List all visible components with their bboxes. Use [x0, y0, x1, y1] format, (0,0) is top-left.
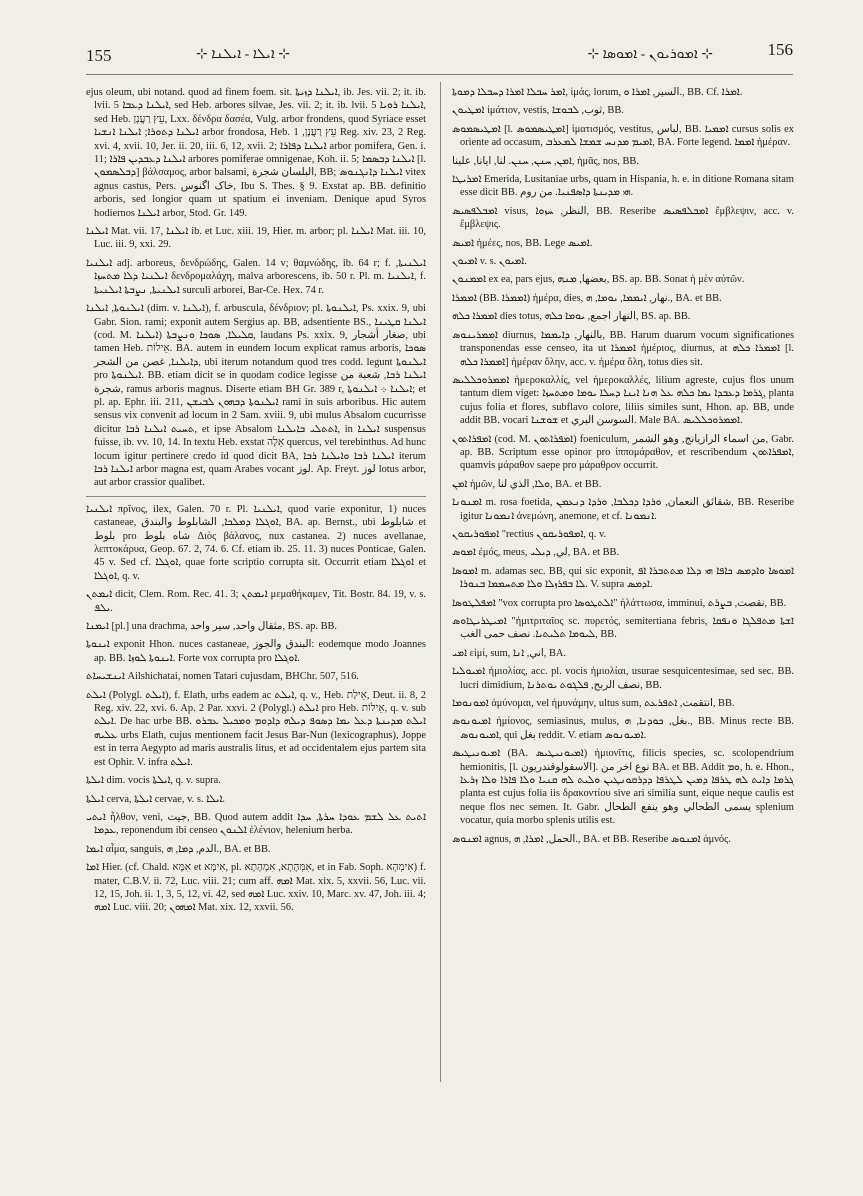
dictionary-entry: ܐܡܝܘܠܝܐ ἡμιολίας, acc. pl. vocis ἡμιολίαι, usurae sesquicentesimae, sed sec. BB. lucri dimidium, نصف الربح, ܦܠܓܘܬ ܝܘܬܪܢܐ, BB. [452, 666, 794, 691]
dictionary-entry: ܐܝܠܢܐ Mat. vii. 17, ܐܝܠܢܐ ib. et Luc. xiii. 19, Hier. m. arbor; pl. ܐܝܠܢܐ Mat. iii. 10, Luc. iii. 9, xxi. 29. [86, 226, 426, 251]
dictionary-entry: ܐܡܝܘܢܝܛܝܣ (BA. ܐܡܝܘܢܝܛܝܣ) ἡμιονῖτις, filicis species, sc. scolopendrium hemionitis, [l. الاسقولوقندريون]. نوع اخر من BA. et BB. Addit ܘܡ, h. e. Hhon., ܓܪܡܐ ܕܐܝܬ ܠܗ ܛܪܦܐ ܕܡܝܢ ܠܛܪܦܐ ܕܕܪܩܘܢܛܝܢ ܘܠܝܬ ܠܗ ܩܢܝܐ ܘܠܐ ܦܐܪܐ ܘܠܐ ܙܪܥܐ planta est cujus folia iis δρακοντίου sive ari similia sunt, eique neque caulis est neque flos nec semen. It. Gabr. يسمى الطحالي وهو ينفع الطحال splenium vocatur, quia morbo splenis utilis est. [452, 748, 794, 827]
dictionary-entry: ܐܡܪ ܚܒܠܐ ܐܡܪܐ ܕܚܒܠܐ ܕܡܘܬܐ, ἱμάς, lorum, السير, ܐܡܪܐ ܘ., BB. Cf. ܐܡܪܐ. [452, 87, 743, 98]
dictionary-entry: ܐܡܝܘܢ v. s. ܐܡܝܘܢ. [452, 256, 527, 268]
dictionary-entry: ܐܝܢܘܬܐ exponit Hhon. nuces castaneae, البندق والجوز: eodemque modo Joannes ap. BB. ܐܝܢܘܬܐ ܠܘܙܐ. Forte vox corrupta pro ܐܘܓܠܐ. [86, 639, 426, 664]
dictionary-entry: ܐܡܘܣܐ m. adamas sec. BB, qui sic exponit, ܐܡܘܣܐ ܘܐܕܡܣ ܟܐܦܐ ܗܝ ܕܠܐ ܡܬܬܒܪܐ ܐܦ ܠܐ ܒܦܪܙܠܐ ܘܠܐ ܡܬܚܡܡܐ ܒܢܘܪܐ. V. supra ܐܕܡܣ. [452, 565, 794, 591]
dictionary-entry: ܐܡܡܪܐ ܟܠܗ dies totus, النهار اجمع, ܝܘܡܐ ܟܠܗ, BS. ap. BB. [452, 311, 691, 323]
dictionary-entry: ܐܝܡܐ αἷμα, sanguis, الدم, ܕܡܐ, ܗ., BA. et BB. [86, 843, 271, 855]
dictionary-entry: ܐܡܛܝܣܡܘܣ [l. ܐܡܛܝܣܡܘܣ] ἱματισμός, vestitus, لباس, BB. ܐܡܡܝܐ cursus solis ex oriente ad occasum, ܐܡܝܡ ܡܕܢܚ ܫܡܫܐ ܠܡܥܪܒ, BA. Forte legend. ܐܡܡܐ ἡμέραν. [452, 123, 794, 149]
dictionary-entry: ܐܡܢܘܢܐ m. rosa foetida, شقائق النعمان, ܘܪܕܐ ܕܟܠܒܐ, ܘܪܕܐ ܕܢܥܡܢ, BB. Reseribe igitur ܐܢܡܘܢܐ ἀνεμώνη, anemone, et cf. ܐܢܡܘܢܐ. [452, 497, 794, 522]
dictionary-entry: ܐܝܠܬ (Polygl. ܐܝܠܬ), f. Elath, urbs eadem ac ܐܝܠܬ, q. v., Heb. אֵילַת, Deut. ii. 8, 2 Reg. xiv. 22, xvi. 6. Ap. 2 Par. xxvi. 2 (Polygl.) ܐܝܠܬ pro Heb. אֵילוֹת, q. v. sub ܐܝܠܬ. De hac urbe BB. ܐܝܠܬ ܡܕܝܢܬܐ ܕܥܠ ܝܡܐ ܕܣܘܦ ܕܝܠܗ ܕܐܕܘܡ ܘܡܟܝܠ ܥܒܪܘ ܥܠܝܗ urbs Elath, cujus mentionem facit Jesus Bar-Nun (lexicographus), Joppe est in terra Aegypto ad maris australis litus, et ad occidentalem ejus partem sita est Ophir. V. infra ܐܝܠܬ. [86, 689, 426, 768]
left-column [86, 86, 426, 1086]
section-rule [86, 496, 426, 497]
dictionary-entry: ܐܡܢ ἡμῶν, ܘܠܐ, الذي لنا, BA. et BB. [452, 478, 602, 490]
dictionary-entry: ܐܡܢ, ܚܢܢ, ܚܢܢ. لنا, ايانا, علينا, ἡμᾶς, nos, BB. [452, 155, 639, 167]
right-running-head: ⊹ ܐܡܘܪܝܘܢ - ܐܡܘܣܐ ⊹ [587, 47, 713, 62]
dictionary-entry: ܐܝܡܢܐ [pl.] una drachma, مثقال واحد, سير واحد, BS. ap. BB. [86, 621, 338, 633]
dictionary-entry: ܐܡܝܣ ἡμέες, nos, BB. Lege ܐܡܝܣ. [452, 237, 593, 249]
dictionary-entry: ܐܝܬܝ ἦλθον, veni, جيت, BB. Quod autem addit ܐܬܝܬ ܥܠ ܠܫܡ ܥܘܕܐ ܚܪܬܐ, ܚܕܐ ܥܕܡܐ, reponendum ibi censeo ܐܠܢܘܢ ἑλένιον, helenium herba. [86, 811, 426, 837]
dictionary-entry: ܐܡܢܘܣ agnus, الحمل, ܐܡܪܐ, ܗ., BA. et BB. Reseribe ܐܡܢܘܣ ἀμνός. [452, 833, 731, 845]
dictionary-entry: ܐܝܡܬܢ dicit, Clem. Rom. Rec. 41. 3; ܐܝܡܬܢ μεμαθήκαμεν, Tit. Bostr. 84. 19, v. s. ܝܠܦ. [86, 589, 426, 614]
dictionary-entry: ܐܡܝܘܢܘܣ ἡμίονος, semiasinus, mulus, بغل, ܟܘܕܢܐ, ܗ., BB. Minus recte BB. ܐܡܝܘܢܘܣ, qui بغل reddit. V. etiam ܐܡܝܘܢܘܣ. [452, 716, 794, 741]
dictionary-entry: ܐܡܘܣ ἐμός, meus, لي, ܕܝܠܝ, BA. et BB. [452, 547, 620, 559]
right-page-number: 156 [767, 40, 793, 59]
column-divider [440, 82, 441, 1082]
dictionary-entry: ܐܝܠܢܝܐ adj. arboreus, δενδρώδης, Galen. 14 v; θαμνώδης, ib. 64 r; f. ܐܝܠܢܝܬܐ, ܐܝܠܢܝܐ ܕܠܐ ܡܬܚܙܐ δενδρομαλάχη, malva arborescens, ib. 50 r. Pl. m. ܐܝܠܢܝܐ, f. ܐܝܠܢܝܬܐ, ܢܨܒܬܐ ܐܝܠܢܝܬܐ surculi arborei, Bar-Ce. Hex. 74 r. [86, 257, 426, 296]
dictionary-entry: ܐܡܒܠܦܣܝܣ visus, النظر, ܚܙܘܐ, BB. Reseribe ܐܡܒܠܦܣܝܣ ἔμβλεψιν, acc. v. ἔμβλεψις. [452, 205, 794, 231]
dictionary-entry: ܐܝܠܬܐ cerva, ܐܝܠܬܐ cervae, v. s. ܐܝܠܐ. [86, 793, 225, 805]
dictionary-entry: ܐܝܢܫܝܚܐܬ Ailshichatai, nomen Tatari cujusdam, BHChr. 507, 516. [86, 671, 359, 683]
dictionary-entry: ܐܡܛܝܘܢ ἱμάτιον, vestis, ثوب, ܠܒܘܫܐ, BB. [452, 105, 624, 117]
dictionary-entry: ܐܝܠܢܝܐ πρῖνος, ilex, Galen. 70 r. Pl. ܐܝܠܢܝܐ, quod varie exponitur, 1) nuces castaneae, ܐܘܓܠܐ ܕܡܠܟܐ, الشابلوط والبندق, BA. ap. Bernst., ubi شابلوط et بلوط pro شاه بلوط Διὸς βάλανος, nux castanea. 2) nuces avellanae, λεπτοκάρυα, Geop. 67. 2, 74. 6. Cf. etiam ib. 25. 11. 3) nuces Ponticae, Galen. 45 v. Sed cf. ܐܘܓܠܐ, quae forte scriptio corrupta sit. Occurrit etiam ܐܘܓܠܐ et ܐܘܓܠܐ, q. v. [86, 503, 426, 582]
dictionary-entry: ܐܡܘܢܘܡܐ ἀμύνομαι, vel ἠμυνάμην, ultus sum, انتقمت, ܐܬܦܪܥܬ, BB. [452, 698, 735, 710]
page-header [86, 40, 793, 72]
dictionary-entry: ܐܡܦܘܪܝܩܘܢ "rectius ܐܡܦܘܪܝܩܘܢ, q. v. [452, 528, 607, 540]
dictionary-entry: ܐܡܪܝܛܐ Emerida, Lusitaniae urbs, quam in Hispania, h. e. in ditione Romana sitam esse dicit BB. ܗܝ ܡܕܝܢܬܐ ܕܐܣܦܢܝܐ. من روم. [452, 174, 794, 199]
dictionary-entry: ܐܡܡܪܐ (BB. ܐܡܡܪܐ) ἡμέρα, dies, نهار, ܐܝܡܡܐ, ܝܘܡܐ, ܗ., BA. et BB. [452, 292, 722, 304]
right-column [452, 86, 794, 1086]
dictionary-entry: ܐܝܠܢܘܬܐ, ܐܝܠܢܐ (dim. v. ܐܝܠܢܐ), f. arbuscula, δένδριον; pl. ܐܝܠܢܘܬܐ, Ps. xxix. 9, ubi Gabr. Sion. rami; exponit autem Sergius ap. BB, adsentiente BS., ܐܝܠܢܐ ܩܛܝܢܐ (cod. M. ܐܝܠܢܐ) ܩܠܝܠܐ, ܣܘܟܐ ܘܢܨܒܬܐ, laudans Ps. xxix. 9, صغار أشجار, ubi tamen Heb. אֵילוֹת. BA. autem in eundem locum explicat ramus arboris, ܣܘܟܐ ܕܐܝܠܢܐ, غصن من الشجر, ubi iterum notandum quod tres codd. legunt ܐܝܠܢܘܬܐ pro ܐܝܠܢܘܬܐ. BB. etiam dicit se in quodam codice legisse ܐܝܠܢܐ ܪܒܐ, شعبة من شجرة, ramus arboris magnus. Diserte etiam BH Gr. 389 r, ܐܝܠܢܐ ܀ ܐܝܠܢܘܬܐ; et pl. ap. Ephr. iii. 211, ܐܝܠܢܘܬܐ ܕܒܗܘܢ ܠܒܝܫܢ rami in suis arboribus. Hic autem sensus vix convenit ad locum in 2 Sam. xviii. 9, ubi mulus Absalom cucurrisse dicitur ܬܚܝܬ ܐܝܠܢܐ ܪܒܐ, et ipse Absalom ܐܬܬܠܝ ܒܐܝܠܢܐ, in ܐܝܠܢܐ suspensus fuisse, ib. vv. 10, 14. In textu Heb. exstat אֵלָה quercus, vel terebinthus. Ad hunc locum igitur pertinere credo id quod dicit BA, ܐܝܠܢܐ ܪܒܐ ܘܐܝܠܢܐ ܪܒܐ iterum ܐܝܠܢܐ ܪܒܐ arbor magna est, quam Arabes vocant لوز. Ap. Freyt. لوز lotus arbor, aut arbor crassior qualibet. [86, 303, 426, 489]
dictionary-entry: ܐܡܝ εἰμί, sum, اني, ܐܢܐ, BA. [452, 647, 567, 659]
dictionary-entry: ܐܡܡܢܘܢ ex ea, pars ejus, بعضها, ܡܢܗ, BS. ap. BB. Sonat ἡ μὲν αὐτῶν. [452, 274, 745, 286]
header-rule [86, 74, 793, 75]
dictionary-entry: ܐܝܠܬܐ dim. vocis ܐܝܠܬܐ, q. v. supra. [86, 775, 221, 787]
dictionary-entry: ܐܡܦܪܐܬܘܢ (cod. M. ܐܡܦܪܐܬܘܢ) foeniculum, من اسماء الرازيانج, وهو الشمر, Gabr. ap. BB. Scriptum esse opinor pro ἱππομάραθον, et rescribendum ܐܡܦܪܐܬܘܢ, quamvis μάραθον saepe pro μάραθρον occurrit. [452, 433, 794, 472]
left-running-head: ⊹ ܐܝܠܐ - ܐܝܠܢܐ ⊹ [196, 47, 291, 62]
dictionary-entry: ejus oleum, ubi notand. quod ad finem foem. sit. ܐܝܠܢܐ ܕܙܝܬܐ, ib. Jes. vii. 2; it. ib. lvii. 5 ܐܝܠܢܐ ܕܥܒܐ, sed Heb. arbores silvae, Jes. vii. 2; it. ib. lvii. 5 ܐܝܠܢܐ ܪܘܝܐ, sed Heb. עֵץ רַעֲנָן, Lxx. δένδρα δασέα, Vulg. arbor frondens, quod Syriace esset ܐܝܠܢܐ ܕܬܘܪܐ; ܐܝܠܢܐ ܐܢܫܝܐ arbor frondosa, Heb. עֵץ רַעֲנָן, 1 Reg. xiv. 23, 2 Reg. xvi. 4, xvii. 10, Jer. ii. 20, iii. 6, 12, xvii. 2; ܐܝܠܢܐ ܕܦܐܪܐ arbor pomifera, Gen. i. 11; ܐܝܠܢܐ ܕܥܒܕܝܢ ܦܐܪܐ arbores pomiferae omnigenae, Koh. ii. 5; ܐܝܠܢܐ ܕܒܣܡܐ [l. ܕܒܠܣܡܘܢ] βάλσαμος, arbor balsami, البلسان شجرة, BB; ܐܝܠܢܐ ܕܐܢܓܢܘܣ vitex agnus castus, Pers. خاک اگنوس, Ibu S. Thes. § 9. Exstat ap. BB. definitio arboris, sed longior quam ut spatium ei inveniam. Denique apud Syros hodiernos ܐܝܠܢܐ arbor, Stod. Gr. 149. [86, 87, 426, 219]
dictionary-entry: ܐܡܐ Hier. (cf. Chald. אִמָּא et אִימָּא, pl. אִמְּהָתָא, אִמְהָתָא, et in Fab. Soph. אִימְהָא) f. mater, C.B.V. ii. 72, Luc. viii. 21; cum aff. ܐܡܗ Mat. xix. 5, xxvii. 56, Luc. vii. 12, 15, Joh. ii. 1, 3, 5, 12, vi. 42, sed ܐܡܗ Luc. xxiv. 10, Marc. xv. 47, Joh. iii. 4; ܐܡܗ Luc. viii. 20; ܐܡܗܘܢ Mat. xix. 12, xxvii. 56. [86, 862, 426, 914]
dictionary-entry: ܐܡܡܪܝܢܘܣ diurnus, بالنهار, ܕܐܝܡܡܐ, BB. Harum duarum vocum significationes transponendas esse censeo, ita ut ܐܡܡܪܐ ἡμέριος, diurnus, at ܐܡܡܪܐ ܟܠܗ [l. ܐܡܡܪܐ ܟܠܗ] ἡμέραν ὅλην, acc. v. ἡμέρα ὅλη, totus dies sit. [452, 329, 794, 368]
dictionary-entry: ܐܡܡܪܘܟܠܠܝܣ ἡμεροκαλλίς, vel ἡμεροκαλλές, lilium agreste, cujus flos unum tantum diem viget: ܓܪܡܐ ܕܥܒܕܐ ܝܡܐ ܟܠܗ ܥܠ ܗܢܐ ܐܝܢܐ ܕܚܠܐ ܝܘܡܐ ܘܡܬܚܙܐ, planta cujus folia et flores, subflavo colore, liliis similes sunt, Hhon. ap. BB, unde addit BB. vocari ܫܘܫܢܐ et السوسن البري. Male BA. ܐܡܡܪܘܟܠܠܝܣ. [452, 374, 794, 427]
dictionary-entry: ܐܡܦܠܛܘܣܐ "vox corrupta pro ܐܠܬܛܘܣܐ" ἠλάττωσα, imminui, نقصت, ܒܨܪܬ, BB. [452, 597, 787, 609]
left-page-number: 155 [86, 46, 112, 65]
dictionary-entry: ܐܡܝܛܪܝܛܐܘܣ "ἡμιτριταῖος sc. πυρετός, semitertiana febris, ܐܫܬܐ ܡܬܦܠܓܐ ܘܢܦܩܐ ܠܝܘܡܐ ܬܠܝܬܝܐ. نصف حمى الغب, BB. [452, 616, 794, 641]
